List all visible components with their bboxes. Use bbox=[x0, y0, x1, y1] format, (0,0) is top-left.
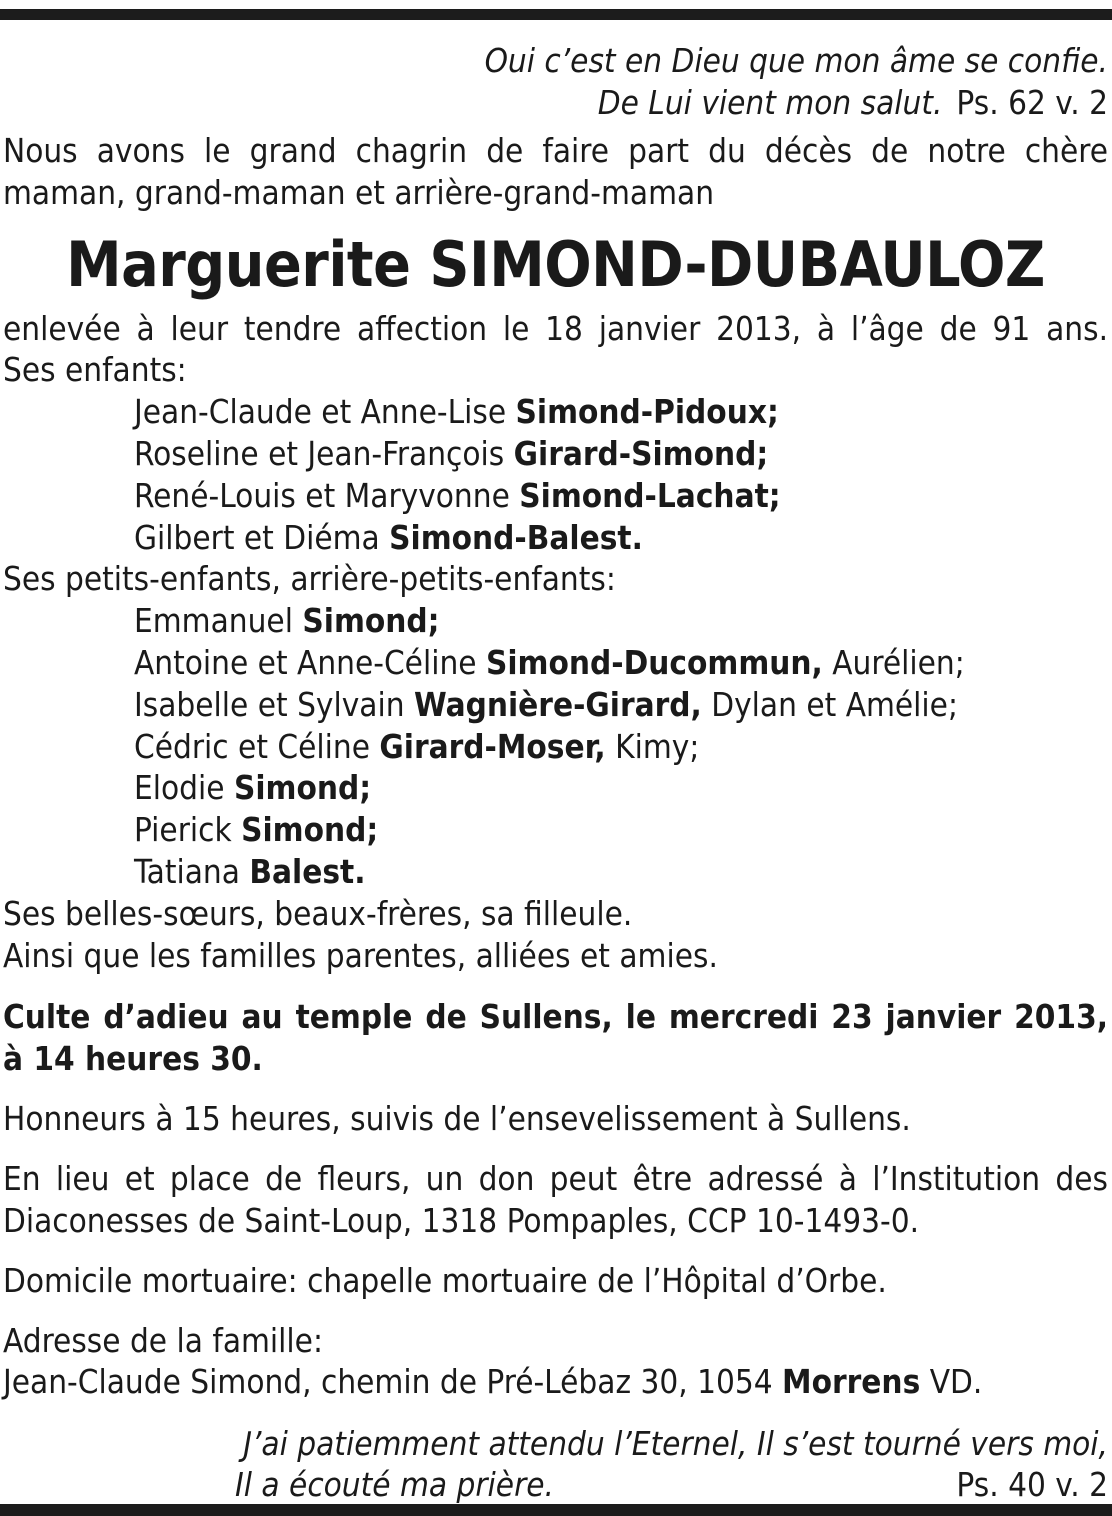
family-line bbox=[134, 642, 1108, 684]
deceased-name: Marguerite SIMOND-DUBAULOZ bbox=[66, 227, 1045, 301]
family-name: Balest. bbox=[249, 851, 366, 891]
bottom-border-rule bbox=[0, 1504, 1112, 1516]
family-name: Simond-Pidoux; bbox=[515, 392, 779, 432]
honours-info: Honneurs à 15 heures, suivis de l’ensevelissement à Sullens. bbox=[3, 1099, 911, 1139]
family-line bbox=[134, 433, 1108, 475]
family-line bbox=[134, 851, 1108, 893]
given-names: Emmanuel bbox=[134, 601, 303, 641]
family-line bbox=[134, 475, 1108, 517]
closing-verse bbox=[3, 1423, 1108, 1505]
given-names: Antoine et Anne-Céline bbox=[134, 642, 486, 682]
family-line bbox=[134, 391, 1108, 433]
top-border-rule bbox=[0, 9, 1112, 20]
verse-line-1: Oui c’est en Dieu que mon âme se confie. bbox=[484, 41, 1108, 80]
funeral-service-info bbox=[3, 996, 1108, 1080]
extra-names: Dylan et Amélie; bbox=[701, 684, 958, 724]
given-names: Gilbert et Diéma bbox=[134, 517, 390, 557]
given-names: Roseline et Jean-François bbox=[134, 433, 514, 473]
family-address-label: Adresse de la famille: bbox=[3, 1320, 323, 1360]
service-line-2: à 14 heures 30. bbox=[3, 1039, 263, 1079]
obituary-notice bbox=[3, 40, 1108, 1505]
verse-line-2-text: De Lui vient mon salut. bbox=[597, 83, 943, 122]
children-label: Ses enfants: bbox=[3, 350, 187, 390]
closing-verse-line-2 bbox=[235, 1464, 1108, 1505]
family-name: Simond-Balest. bbox=[389, 517, 643, 557]
extra-names: Aurélien; bbox=[822, 642, 965, 682]
extended-family-line: Ses belles-sœurs, beaux-frères, sa filleule. bbox=[3, 893, 633, 933]
given-names: Elodie bbox=[134, 768, 234, 808]
relatives-line: Ainsi que les familles parentes, alliées et amies. bbox=[3, 935, 718, 975]
opening-verse bbox=[3, 40, 1108, 124]
given-names: Pierick bbox=[134, 810, 242, 850]
family-name: Simond-Lachat; bbox=[519, 475, 781, 515]
family-name: Simond; bbox=[302, 601, 440, 641]
verse-line-2 bbox=[3, 82, 1108, 124]
grandchildren-label: Ses petits-enfants, arrière-petits-enfants: bbox=[3, 559, 616, 599]
family-line bbox=[134, 767, 1108, 809]
address-town: Morrens bbox=[782, 1362, 921, 1402]
extra-names: Kimy; bbox=[605, 726, 700, 766]
family-name: Wagnière-Girard, bbox=[413, 684, 702, 724]
closing-verse-line-1: J’ai patiemment attendu l’Eternel, Il s’est tourné vers moi, bbox=[243, 1424, 1108, 1464]
service-line-1: Culte d’adieu au temple de Sullens, le mercredi 23 janvier 2013, bbox=[3, 997, 1108, 1037]
family-name: Simond-Ducommun, bbox=[485, 642, 823, 682]
domicile-info: Domicile mortuaire: chapelle mortuaire de l’Hôpital d’Orbe. bbox=[3, 1260, 887, 1300]
address-canton: VD. bbox=[920, 1362, 983, 1402]
family-name: Girard-Simond; bbox=[513, 433, 769, 473]
family-name: Simond; bbox=[233, 768, 372, 808]
announcement-intro: Nous avons le grand chagrin de faire part du décès de notre chère maman, grand-maman et arrière-grand-maman bbox=[3, 131, 1108, 212]
closing-verse-reference: Ps. 40 v. 2 bbox=[956, 1465, 1108, 1505]
given-names: Jean-Claude et Anne-Lise bbox=[134, 392, 516, 432]
death-details: enlevée à leur tendre affection le 18 janvier 2013, à l’âge de 91 ans. bbox=[3, 308, 1108, 348]
family-line bbox=[134, 684, 1108, 726]
closing-verse-text: Il a écouté ma prière. bbox=[235, 1465, 554, 1505]
family-line bbox=[134, 600, 1108, 642]
verse-reference: Ps. 62 v. 2 bbox=[956, 83, 1108, 122]
family-line bbox=[134, 809, 1108, 851]
given-names: Tatiana bbox=[134, 851, 250, 891]
family-name: Girard-Moser, bbox=[379, 726, 606, 766]
family-address bbox=[3, 1361, 1108, 1403]
given-names: René-Louis et Maryvonne bbox=[134, 475, 520, 515]
donation-info: En lieu et place de fleurs, un don peut être adressé à l’Institution des Diaconesses de Saint-Loup, 1318 Pompaples, CCP 10-1493-0. bbox=[3, 1159, 1108, 1240]
family-line bbox=[134, 517, 1108, 559]
address-street: Jean-Claude Simond, chemin de Pré-Lébaz 30, 1054 bbox=[3, 1362, 783, 1402]
children-list bbox=[3, 391, 1108, 558]
grandchildren-list bbox=[3, 600, 1108, 893]
family-name: Simond; bbox=[241, 810, 379, 850]
given-names: Isabelle et Sylvain bbox=[134, 684, 414, 724]
given-names: Cédric et Céline bbox=[134, 726, 380, 766]
family-line bbox=[134, 726, 1108, 768]
